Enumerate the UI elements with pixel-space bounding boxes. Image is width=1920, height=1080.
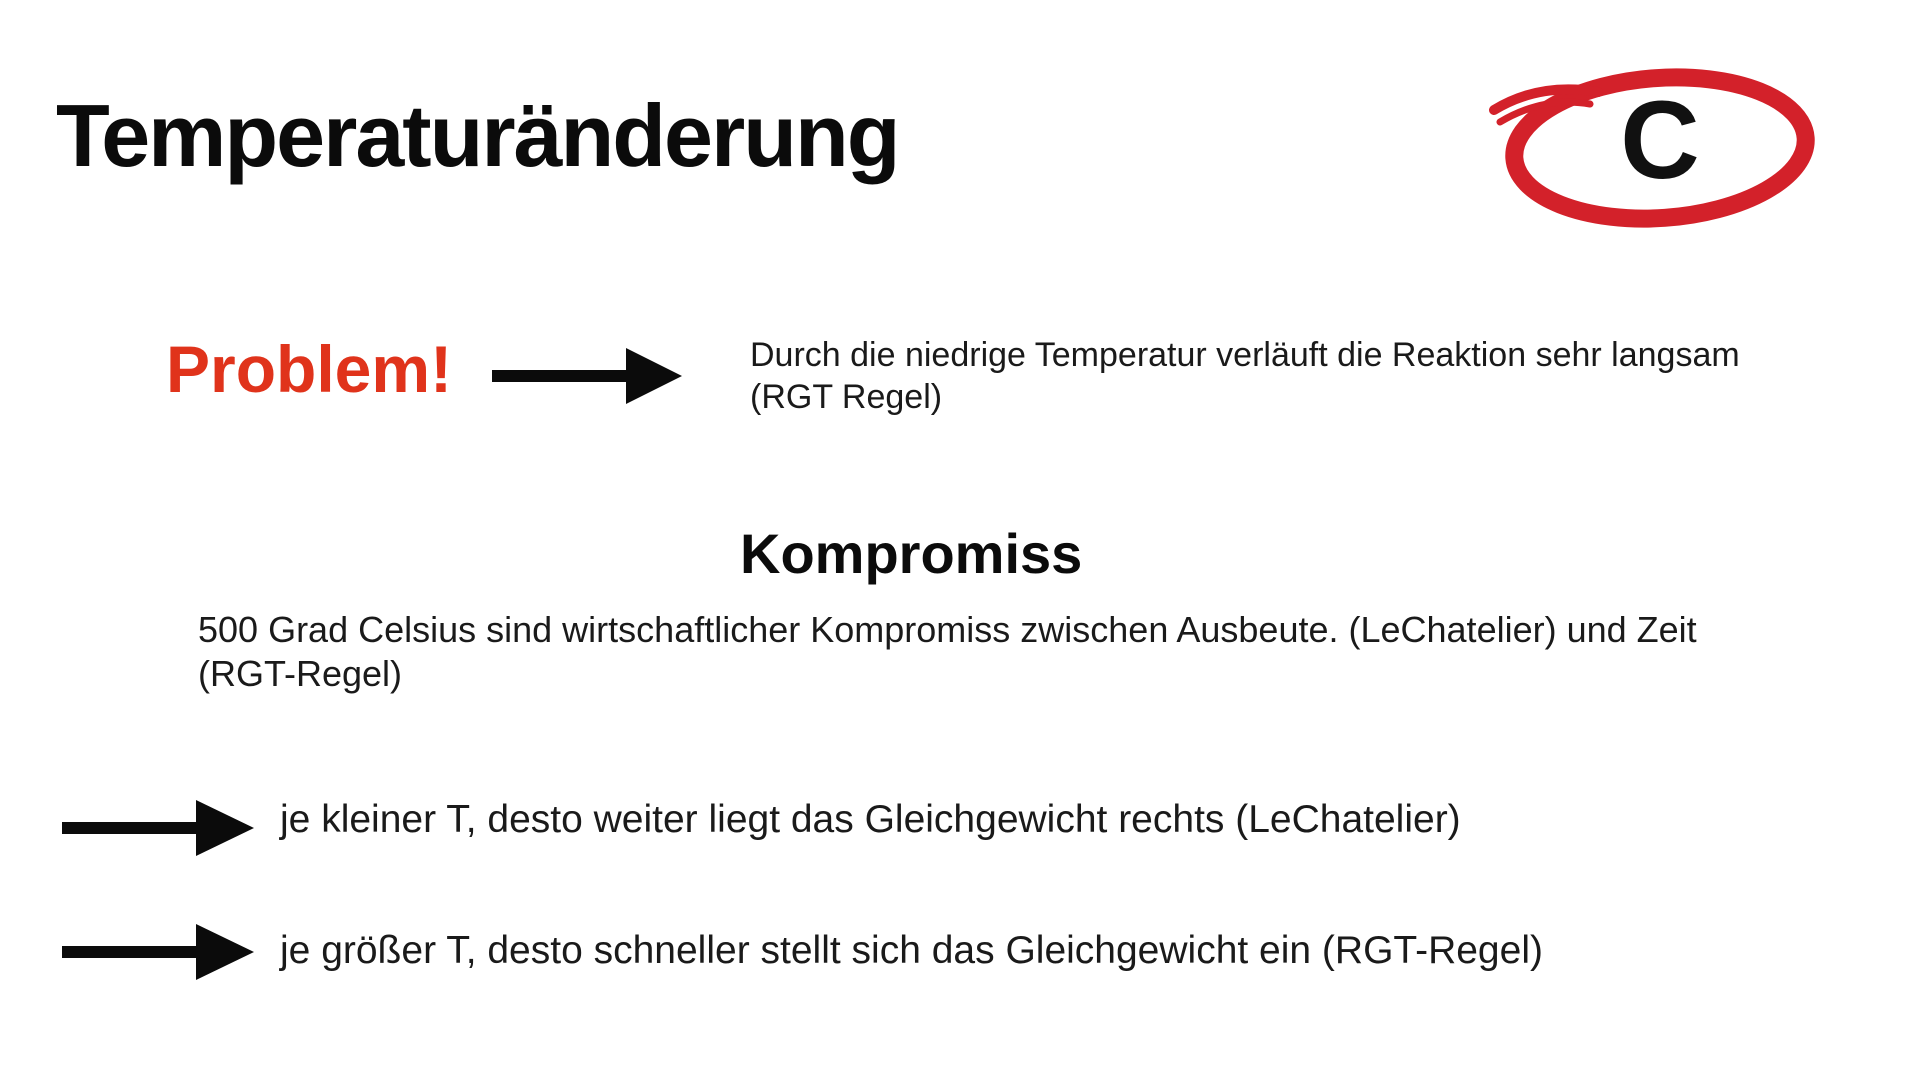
arrow-right-icon: [62, 924, 254, 980]
compromise-text: 500 Grad Celsius sind wirtschaftlicher Kompromiss zwischen Ausbeute. (LeChatelier) und Zeit (RGT-Regel): [198, 609, 1697, 694]
arrow-right-icon: [62, 800, 254, 856]
arrow-right-icon: [492, 348, 682, 404]
point-item: je kleiner T, desto weiter liegt das Gleichgewicht rechts (LeChatelier): [280, 798, 1461, 841]
c-logo-letter: C: [1620, 79, 1700, 202]
slide-title: Temperaturänderung: [56, 86, 899, 185]
compromise-heading: Kompromiss: [740, 522, 1083, 585]
point-item: je größer T, desto schneller stellt sich das Gleichgewicht ein (RGT-Regel): [280, 929, 1543, 972]
problem-text: Durch die niedrige Temperatur verläuft die Reaktion sehr langsam (RGT Regel): [750, 336, 1740, 416]
problem-label: Problem!: [166, 332, 453, 406]
c-logo-icon: [1480, 52, 1825, 252]
c-logo: [1480, 52, 1825, 252]
